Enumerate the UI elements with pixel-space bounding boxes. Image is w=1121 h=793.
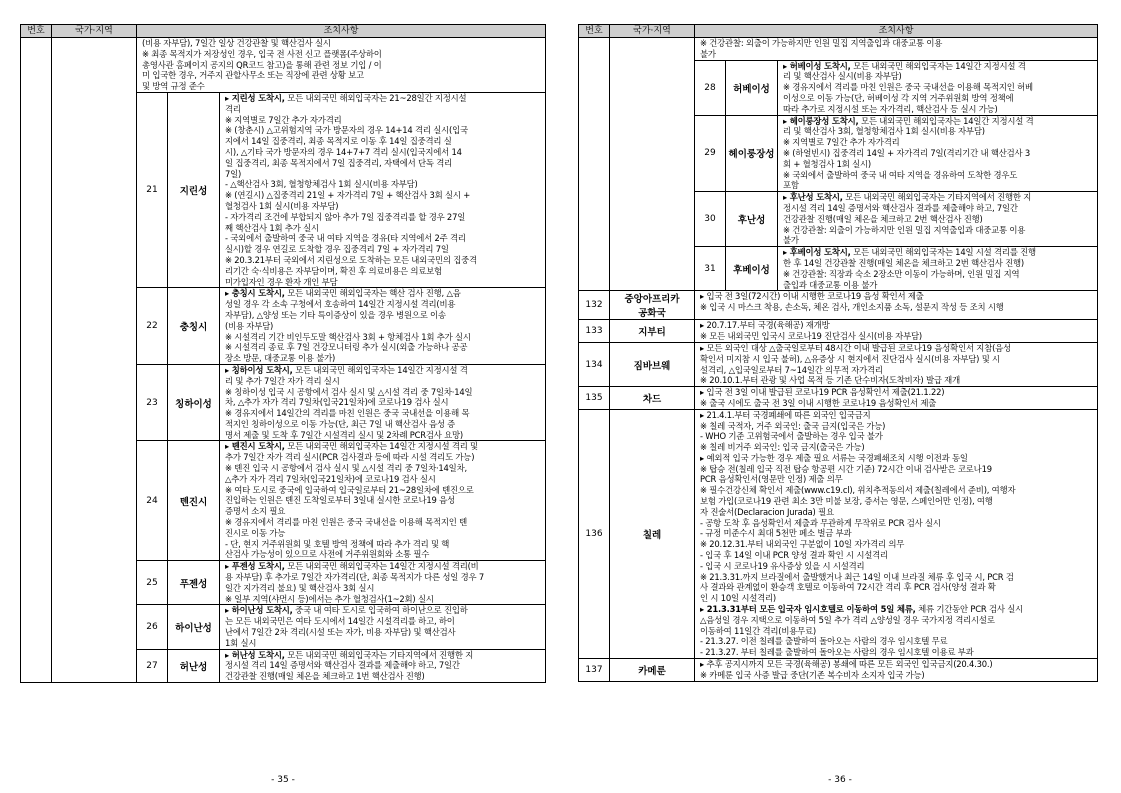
headline-emphasis: ▸ 후난성 도착시, (783, 192, 843, 203)
measure-line: ▸ 허베이성 도착시, 모든 내외국민 해외입국자는 14일간 지정시설 격 (783, 60, 1026, 71)
measure-line: ※ 칠레 비거주 외국인: 입국 금지(출국은 가능) (700, 442, 865, 453)
country-name: 카메룬 (610, 659, 695, 682)
table-row (579, 291, 1098, 320)
measure-line: 추가 7일간 자가 격리 실시(PCR 검사결과 등에 따라 시설 격리도 가능) (225, 452, 475, 463)
measure-line: ※ 톈진 입국 시 공항에서 검사 실시 및 △시설 격리 중 7일차·14일차, (225, 463, 467, 474)
measure-line: 증명서 소지 필요 (225, 506, 286, 517)
measure-line: 인 시 10일 시설격리) (700, 593, 776, 604)
measure-line: ▸ 허난성 도착시, 모든 내외국민 해외입국자는 기타지역에서 진행한 지 (225, 649, 474, 660)
measure-line: 리 및 추가 7일간 자가 격리 실시 (225, 375, 340, 386)
measures-cell (695, 320, 1098, 343)
measure-line: ▸ 예외적 입국 가능한 경우 제출 필요 서류는 국경폐쇄조치 시행 이전과 동일 (700, 452, 968, 463)
province-name: 후베이성 (726, 247, 778, 291)
measure-line: ※ 여타 도시로 중국에 입국하여 입국일로부터 21~28일차에 톈진으로 (225, 484, 474, 495)
headline-emphasis: ▸ 지린성 도착시, (225, 92, 285, 103)
header-number: 번호 (21, 25, 52, 38)
measure-line: 리기간 숙·식비용은 자부담이며, 확진 후 의료비용은 의료보험 (225, 265, 442, 276)
country-name: 칠레 (610, 409, 695, 658)
measures-cell (220, 92, 546, 287)
measures-cell (220, 605, 546, 649)
measure-line: - 자가격리 조건에 부합되지 않아 추가 7일 집중격리를 할 경우 27일 (225, 211, 466, 222)
measure-line: ※ 21.3.31.까지 브라질에서 출발했거나 최근 14일 이내 브라질 체류 후 입국 시, PCR 검 (700, 571, 1014, 582)
table-row (579, 387, 1098, 410)
headline-emphasis: ▸ 톈진시 도착시, (225, 441, 285, 452)
sub-row-number: 23 (137, 364, 168, 441)
headline-emphasis: ▸ 칭하이성 도착시, (225, 364, 293, 375)
measure-line: 실시)할 경우 연길로 도착할 경우 집중격리 7일 + 자가격리 7일 (225, 244, 449, 255)
province-name: 헤이룽장성 (726, 115, 778, 192)
sub-row-number: 21 (137, 92, 168, 287)
sub-row-number: 26 (137, 605, 168, 649)
measure-line: 정시설 격리 14일 증명서와 핵산검사 결과를 제출해야 하고, 7일간 (225, 660, 460, 671)
measure-line: - 규정 미준수시 최대 5천만 페소 벌금 부과 (700, 528, 852, 539)
page-number-right: - 36 - (828, 775, 852, 785)
province-name: 칭하이성 (168, 364, 220, 441)
measure-line: 건강관찰 진행(매일 체온을 체크하고 2번 핵산검사 진행) (783, 213, 983, 224)
measure-line: ※ 시설격리 종료 후 7일 건강모니터링 추가 실시(외출 가능하나 공공 (225, 342, 468, 353)
table-header-row (21, 25, 546, 38)
table-row (579, 409, 1098, 658)
sub-row-number: 24 (137, 441, 168, 561)
measure-line: 따라 추가로 지정시설 또는 자가격리, 핵산검사 등 실시 가능) (783, 103, 998, 114)
measure-line: (비용 자부담), 7일간 일상 건강관찰 및 핵산검사 실시 (142, 38, 331, 48)
measure-line: 정시설 격리 14일 증명서와 핵산검사 결과를 제출해야 하고, 7일간 (783, 202, 1018, 213)
table-row (579, 659, 1098, 682)
header-number: 번호 (579, 25, 610, 38)
measure-line: 는 모든 내외국민은 여타 도시에서 14일간 시설격리를 하고, 하이 (225, 616, 455, 627)
measure-line: 미가입자인 경우 환자 개인 부담 (225, 276, 338, 287)
measure-line: △음성일 경우 지택으로 이동하여 5일 추가 격리 △양성일 경우 국가지정 격리시설로 (700, 614, 995, 625)
measure-line: 1회 실시 (225, 637, 257, 648)
measure-line: 출입과 대중교통 이용 불가 (783, 279, 878, 290)
measure-line: △추가 자가 격리 7일차(입국21일차)에 코로나19 검사 실시 (225, 473, 436, 484)
measure-line: ▸ 입국 전 3일 이내 발급된 코로나19 PCR 음성확인서 제출(21.1.22) (700, 387, 945, 398)
measures-cell (778, 192, 1098, 247)
country-name: 중앙아프리카 공화국 (610, 291, 695, 320)
province-name: 지린성 (168, 92, 220, 287)
region-name (52, 38, 137, 683)
measure-line: 일간 지가격리 불요) 및 핵산검사 3회 실시 (225, 582, 375, 593)
measure-line: 건강관찰 진행(매일 체온을 체크하고 1번 핵산검사 진행) (225, 671, 425, 682)
region-name (610, 38, 695, 291)
measure-line: ※ 칠레 국적자, 거주 외국인: 출국 금지(입국은 가능) (700, 420, 886, 431)
measure-line: ※ 경유지에서 14일간의 격리를 마친 인원은 중국 국내선을 이용해 목 (225, 408, 470, 419)
measure-line: 리 및 핵산검사 3회, 혈청항체검사 1회 실시(비용 자부담) (783, 126, 985, 137)
measure-line: ※ 카메룬 입국 사증 발급 중단(기존 복수비자 소지자 입국 가능) (700, 669, 925, 680)
measure-line: ※ 20.12.31.부터 내외국인 구분없이 10일 자가격리 의무 (700, 539, 905, 550)
measure-line: PCR 음성확인서(영문만 인정) 제출 의무 (700, 474, 843, 485)
measure-line: 성일 경우 각 소속 구청에서 호송하여 14일간 지정시설 격리(비용 (225, 299, 456, 310)
measures-cell (778, 60, 1098, 115)
measure-line: ▸ 푸젠성 도착시, 모든 내외국민 해외입국자는 14일간 지정시설 격리(비 (225, 561, 479, 572)
row-number: 132 (579, 291, 610, 320)
measure-line: ※ (하얼빈시) 집중격리 14일 + 자가격리 7일(격리기간 내 핵산검사 3 (783, 147, 1030, 158)
measure-line: (비용 자부담) (225, 320, 274, 331)
measure-line: ※ 칭하이성 입국 시 공항에서 검사 실시 및 △시설 격리 중 7일차·14일 (225, 386, 473, 397)
measure-line: ※ 지역별로 7일간 추가 자가격리 (783, 137, 900, 148)
measures-cell (220, 364, 546, 441)
sub-row-number: 29 (695, 115, 726, 192)
measure-line: ※ 건강관찰: 외출이 가능하지만 인원 밀집 지역출입과 대중교통 이용 (783, 224, 1026, 235)
measure-line: 차, △추가 자가 격리 7일차(입국21일차)에 코로나19 검사 실시 (225, 397, 449, 408)
headline-emphasis: ▸ 하이난성 도착시, (225, 605, 293, 616)
country-name: 차드 (610, 387, 695, 410)
measure-line: - △핵산검사 3회, 혈청항체검사 1회 실시(비용 자부담) (225, 179, 418, 190)
province-name: 후난성 (726, 192, 778, 247)
province-name: 허난성 (168, 649, 220, 682)
header-measures: 조치사항 (695, 25, 1098, 38)
measure-line: 적지인 칭하이성으로 이동 가능(단, 최근 7일 내 핵산검사 음성 증 (225, 418, 456, 429)
measures-cell (695, 291, 1098, 320)
headline-emphasis: ▸ 헤이룽장성 도착시, (783, 115, 859, 126)
province-name: 충칭시 (168, 288, 220, 365)
measure-line: ▸ 충칭시 도착시, 모든 내외국민 해외입국자는 핵산 검사 진행, △음 (225, 288, 461, 299)
measure-line: ▸ 지린성 도착시, 모든 내외국민 해외입국자는 21~28일간 지정시설 (225, 92, 467, 103)
measure-line: 산검사 가능성이 있으므로 사전에 거주위원회와 소통 필수 (225, 549, 430, 560)
measure-line: - 국외에서 출발하여 중국 내 여타 지역을 경유(타 지역에서 2주 격리 (225, 233, 466, 244)
measure-line: ※ 모든 내외국민 입국시 코로나19 진단검사 실시(비용 자부담) (700, 331, 922, 342)
measure-line: 미 입국한 경우, 거주지 관할사무소 또는 직장에 관련 상황 보고 (142, 70, 364, 81)
measures-cell (137, 38, 546, 93)
headline-emphasis: ▸ 푸젠성 도착시, (225, 561, 285, 572)
measure-line: ※ 지역별로 7일간 추가 자가격리 (225, 114, 342, 125)
measure-line: 회 + 혈청검사 1회 실시) (783, 158, 871, 169)
headline-emphasis: ▸ 충칭시 도착시, (225, 288, 285, 299)
measure-line: ※ 건강관찰: 외출이 가능하지만 인원 밀집 지역출입과 대중교통 이용 (700, 38, 943, 48)
measures-cell (695, 387, 1098, 410)
measure-line: ▸ 입국 전 3일(72시간) 이내 시행한 코로나19 음성 확인서 제출 (700, 291, 924, 302)
measure-line: 확인서 미지참 시 입국 불허), △유증상 시 현지에서 진단검사 실시(비용 자부담) 및 시 (700, 353, 1000, 364)
measure-line: ※ (연길시) △집중격리 21일 + 자가격리 7일 + 핵산검사 3회 실시 + (225, 190, 471, 201)
measures-cell (220, 561, 546, 605)
measure-line: ▸ 추후 공지시까지 모든 국경(육해공) 봉쇄에 따른 모든 외국인 입국금지(20.4.30.) (700, 659, 993, 670)
header-country: 국가·지역 (52, 25, 137, 38)
row-number: 135 (579, 387, 610, 410)
measure-line: 진시로 이동 가능 (225, 527, 286, 538)
measure-line: 이성으로 이동 가능(단, 허베이성 각 지역 거주위원회 방역 정책에 (783, 92, 1014, 103)
measure-line: ※ 입국 시 마스크 착용, 손소독, 체온 검사, 개인소지품 소독, 설문지 작성 등 조치 시행 (700, 302, 1004, 313)
measure-line: ※ 탑승 전(칠레 입국 직전 탑승 항공편 시간 기준) 72시간 이내 검사받은 코로나19 (700, 463, 992, 474)
country-name: 지부티 (610, 320, 695, 343)
header-country: 국가·지역 (610, 25, 695, 38)
measures-cell (695, 342, 1098, 386)
row-number (21, 38, 52, 683)
measures-cell (778, 115, 1098, 192)
measure-line: - 입국 후 14일 이내 PCR 양성 결과 확인 시 시설격리 (700, 550, 888, 561)
measure-line: ▸ 21.3.31부터 모든 입국자 임시호텔로 이동하여 5일 체류, 체류 기간동안 PCR 검사 실시 (700, 604, 1023, 615)
measure-line: ※ 일부 지역(샤먼시 등)에서는 추가 혈청검사(1~2회) 실시 (225, 593, 434, 604)
measure-line: ▸ 20.7.17.부터 국경(육해공) 재개방 (700, 320, 830, 331)
headline-emphasis: ▸ 21.3.31부터 모든 입국자 임시호텔로 이동하여 5일 체류, (700, 604, 916, 615)
measure-line: 설격리, △입국일로부터 7~14일간 의무적 자가격리 (700, 364, 883, 375)
measures-cell (220, 649, 546, 682)
measure-line: 불가 (783, 235, 799, 246)
sub-row-number: 22 (137, 288, 168, 365)
measure-line: ※ 국외에서 출발하여 중국 내 여타 지역을 경유하여 도착한 경우도 (783, 169, 1018, 180)
measures-cell (220, 288, 546, 365)
page-number-left: - 35 - (271, 775, 295, 785)
sub-row-number: 31 (695, 247, 726, 291)
measure-line: ▸ 칭하이성 도착시, 모든 내외국민 해외입국자는 14일간 지정시설 격 (225, 364, 468, 375)
measure-line: ▸ 하이난성 도착시, 중국 내 여타 도시로 입국하여 하이난으로 진입하 (225, 605, 468, 616)
row-number: 134 (579, 342, 610, 386)
measure-line: ※ (창춘시) △고위험지역 국가 방문자의 경우 14+14 격리 실시(입국 (225, 125, 468, 136)
table-row (579, 38, 1098, 61)
row-number (579, 38, 610, 291)
measure-line: 포함 (783, 180, 799, 191)
measure-line: ※ 필수건강신체 확인서 제출(www.c19.cl), 위치추적동의서 제출(칠레에서 준비), 여행자 (700, 485, 1016, 496)
row-number: 133 (579, 320, 610, 343)
province-name: 허베이성 (726, 60, 778, 115)
measure-line: 용 자부담) 후 추가로 7일간 자가격리(단, 최종 목적지가 다른 성일 경우 7 (225, 572, 484, 583)
measure-line: ※ 건강관찰: 직장과 숙소 2장소만 이동이 가능하며, 인원 밀집 지역 (783, 268, 1020, 279)
measure-line: - WHO 기준 고위험국에서 출발하는 경우 입국 불가 (700, 431, 883, 442)
measures-cell (778, 247, 1098, 291)
headline-emphasis: ▸ 후베이성 도착시, (783, 247, 851, 258)
left-page (20, 24, 546, 683)
sub-row-number: 25 (137, 561, 168, 605)
measure-line: ▸ 톈진시 도착시, 모든 내외국민 해외입국자는 14일간 지정시설 격리 및 (225, 441, 478, 452)
measure-line: 일 집중격리, 최종 목적지에서 7일 집중격리, 자택에서 단독 격리 (225, 157, 453, 168)
header-measures: 조치사항 (137, 25, 546, 38)
measure-line: - 21.3.27. 부터 칠레를 출발하여 돌아오는 사람의 경우 임시호텔 이용료 부과 (700, 647, 974, 658)
measure-line: 총영사관 홈페이지 공지의 QR코드 참고)을 통해 관련 정보 기입 / 이 (142, 59, 382, 70)
measure-line: 리 및 핵산검사 실시(비용 자부담) (783, 71, 902, 82)
table-row (579, 342, 1098, 386)
measures-cell (220, 441, 546, 561)
measure-line: 혈청검사 1회 실시(비용 자부담) (225, 200, 339, 211)
measure-line: ※ 20.10.1.부터 관광 및 사업 목적 등 기존 단수비자(도착비자) 발급 재개 (700, 375, 960, 386)
measure-line: - 21.3.27. 이전 칠레를 출발하여 돌아오는 사람의 경우 임시호텔 무료 (700, 636, 948, 647)
measure-line: ▸ 후난성 도착시, 모든 내외국민 해외입국자는 기타지역에서 진행한 지 (783, 192, 1032, 203)
measure-line: 보험 가입(코로나19 관련 최소 3만 미불 보장, 증서는 영문, 스페인어만 인정), 여행 (700, 496, 993, 507)
measure-line: ※ 출국 시에도 출국 전 3일 이내 시행한 코로나19 음성확인서 제출 (700, 397, 937, 408)
measure-line: 지에서 14일 집중격리, 최종 목적지로 이동 후 14일 집중격리 실 (225, 136, 452, 147)
headline-emphasis: ▸ 허베이성 도착시, (783, 60, 851, 71)
country-name: 짐바브웨 (610, 342, 695, 386)
measure-line: 자 진술서(Declaracion Jurada) 필요 (700, 506, 834, 517)
measure-line: 사 결과와 관계없이 환승객 호텔로 이동하여 72시간 격리 후 PCR 검사(양성 결과 확 (700, 582, 996, 593)
province-name: 푸젠성 (168, 561, 220, 605)
row-number: 137 (579, 659, 610, 682)
measure-line: 격리 (225, 103, 241, 114)
table-row (21, 38, 546, 93)
sub-row-number: 27 (137, 649, 168, 682)
measures-cell (695, 409, 1098, 658)
measure-line: ※ 시설격리 기간 비인두도말 핵산검사 3회 + 항체검사 1회 추가 실시 (225, 331, 471, 342)
sub-row-number: 30 (695, 192, 726, 247)
measure-line: - 입국 시 코로나19 유사증상 있을 시 시설격리 (700, 560, 865, 571)
right-measures-table (578, 24, 1098, 682)
measure-line: ▸ 21.4.1.부터 국경폐쇄에 따른 외국인 입국금지 (700, 409, 871, 420)
measure-line: 한 후 14일 건강관찰 진행(매일 체온을 체크하고 2번 핵산검사 진행) (783, 257, 1024, 268)
measure-line: ▸ 헤이룽장성 도착시, 모든 내외국민 해외입국자는 14일간 지정시설 격 (783, 115, 1034, 126)
measure-line: 및 방역 규정 준수 (142, 81, 205, 92)
measure-line: 진입하는 인원은 톈진 도착일로부터 3일내 실시한 코로나19 음성 (225, 495, 455, 506)
measure-line: 난에서 7일간 2차 격리(시설 또는 자가, 비용 자부담) 및 핵산검사 (225, 627, 456, 638)
headline-emphasis: ▸ 허난성 도착시, (225, 649, 285, 660)
sub-row-number: 28 (695, 60, 726, 115)
measure-line: 명서 제출 및 도착 후 7일간 시설격리 실시 및 2차례 PCR검사 요망) (225, 429, 463, 440)
row-number: 136 (579, 409, 610, 658)
measure-line: - 단, 현지 거주위원회 및 호텔 방역 정책에 따라 추가 격리 및 핵 (225, 538, 450, 549)
measure-line: 자부담), △양성 또는 기타 특이증상이 있을 경우 병원으로 이송 (225, 309, 446, 320)
measure-line: - 공항 도착 후 음성확인서 제출과 무관하게 무작위로 PCR 검사 실시 (700, 517, 941, 528)
province-name: 톈진시 (168, 441, 220, 561)
table-header-row (579, 25, 1098, 38)
measure-line: ※ 20.3.21부터 국외에서 지린성으로 도착하는 모든 내외국민의 집중격 (225, 254, 477, 265)
measure-line: 7일) (225, 168, 242, 179)
measures-cell (695, 38, 1098, 61)
measure-line: ▸ 후베이성 도착시, 모든 내외국민 해외입국자는 14일 시설 격리를 진행 (783, 247, 1036, 258)
measure-line: ※ 경유지에서 격리를 마친 인원은 중국 국내선을 이용해 목적지인 톈 (225, 517, 468, 528)
table-row (579, 320, 1098, 343)
measure-line: 째 핵산검사 1회 추가 실시 (225, 222, 319, 233)
measure-line: ※ 경유지에서 격리를 마친 인원은 중국 국내선을 이용해 목적지인 허베 (783, 82, 1033, 93)
province-name: 하이난성 (168, 605, 220, 649)
measures-cell (695, 659, 1098, 682)
measure-line: 불가 (700, 48, 716, 59)
measure-line: 시), △기타 국가 방문자의 경우 14+7+7 격리 실시(입국지에서 14 (225, 146, 462, 157)
measure-line: 장소 방문, 대중교통 이용 불가) (225, 353, 336, 364)
measure-line: 이동하여 11일간 격리(비용무료) (700, 625, 816, 636)
measure-line: ▸ 모든 외국인 대상 △출국일로부터 48시간 이내 발급된 코로나19 음성확인서 지참(음성 (700, 342, 1011, 353)
right-page (578, 24, 1098, 682)
left-measures-table (20, 24, 546, 683)
measure-line: ※ 최종 목적지가 저장성인 경우, 입국 전 사전 신고 플랫폼(주상하이 (142, 48, 382, 59)
